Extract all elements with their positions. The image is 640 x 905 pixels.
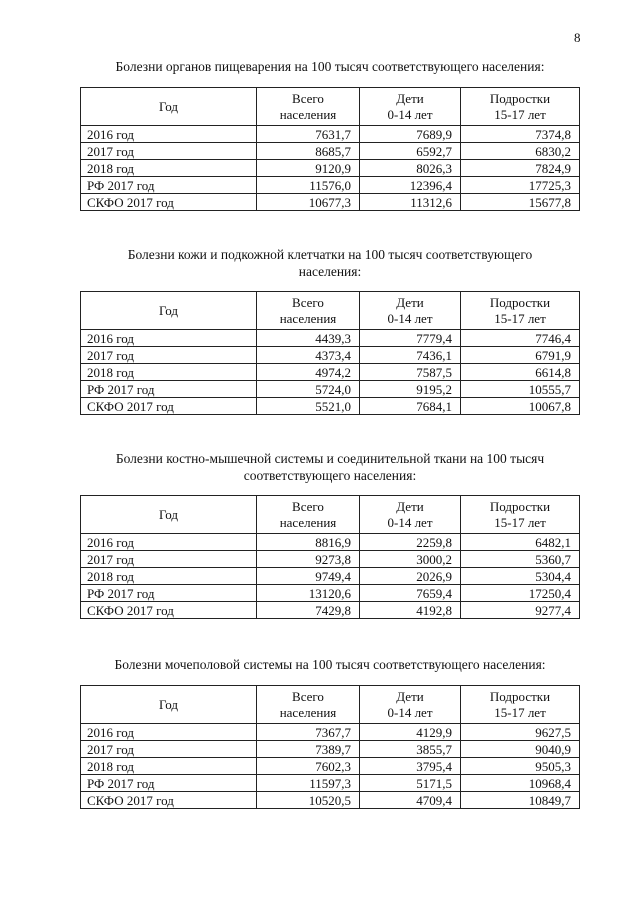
table-row — [81, 330, 580, 347]
table-row — [81, 381, 580, 398]
table-row — [81, 775, 580, 792]
cell-total: 8685,7 — [257, 143, 360, 160]
cell-children: 7684,1 — [360, 398, 461, 415]
cell-teens: 6614,8 — [461, 364, 580, 381]
cell-teens: 6791,9 — [461, 347, 580, 364]
cell-year: 2018 год — [81, 364, 257, 381]
cell-children: 5171,5 — [360, 775, 461, 792]
cell-total: 11597,3 — [257, 775, 360, 792]
table-title-line: населения: — [298, 264, 362, 279]
cell-year: 2016 год — [81, 330, 257, 347]
table-row — [81, 741, 580, 758]
header-year: Год — [81, 88, 257, 126]
table-row — [81, 602, 580, 619]
section-digestive — [80, 58, 580, 211]
table-row — [81, 364, 580, 381]
cell-children: 7587,5 — [360, 364, 461, 381]
header-total-population: Всего населения — [257, 496, 360, 534]
cell-year: РФ 2017 год — [81, 775, 257, 792]
cell-children: 7659,4 — [360, 585, 461, 602]
cell-total: 7602,3 — [257, 758, 360, 775]
cell-children: 3795,4 — [360, 758, 461, 775]
cell-total: 4373,4 — [257, 347, 360, 364]
table-row — [81, 194, 580, 211]
table-row — [81, 143, 580, 160]
cell-children: 4709,4 — [360, 792, 461, 809]
header-teens: Подростки 15-17 лет — [461, 88, 580, 126]
header-year: Год — [81, 292, 257, 330]
cell-year: 2018 год — [81, 568, 257, 585]
table-row — [81, 126, 580, 143]
cell-year: 2016 год — [81, 724, 257, 741]
cell-total: 13120,6 — [257, 585, 360, 602]
cell-teens: 10968,4 — [461, 775, 580, 792]
cell-children: 6592,7 — [360, 143, 461, 160]
cell-teens: 7746,4 — [461, 330, 580, 347]
table-title — [70, 58, 590, 75]
cell-children: 7436,1 — [360, 347, 461, 364]
cell-children: 7689,9 — [360, 126, 461, 143]
table-row — [81, 534, 580, 551]
table-row — [81, 724, 580, 741]
header-teens: Подростки 15-17 лет — [461, 496, 580, 534]
cell-teens: 5304,4 — [461, 568, 580, 585]
cell-children: 2259,8 — [360, 534, 461, 551]
table-row — [81, 568, 580, 585]
cell-year: 2016 год — [81, 534, 257, 551]
table-row — [81, 347, 580, 364]
cell-year: 2017 год — [81, 143, 257, 160]
cell-children: 9195,2 — [360, 381, 461, 398]
cell-total: 8816,9 — [257, 534, 360, 551]
cell-teens: 9040,9 — [461, 741, 580, 758]
cell-children: 4192,8 — [360, 602, 461, 619]
cell-teens: 9277,4 — [461, 602, 580, 619]
header-total-population: Всего населения — [257, 686, 360, 724]
cell-children: 8026,3 — [360, 160, 461, 177]
cell-year: СКФО 2017 год — [81, 398, 257, 415]
header-teens: Подростки 15-17 лет — [461, 686, 580, 724]
cell-total: 10677,3 — [257, 194, 360, 211]
header-row — [81, 686, 580, 724]
cell-teens: 7374,8 — [461, 126, 580, 143]
table-title-line: Болезни костно-мышечной системы и соединительной ткани на 100 тысяч — [115, 451, 545, 466]
header-row — [81, 496, 580, 534]
table-title-line: Болезни органов пищеварения на 100 тысяч соответствующего населения: — [115, 59, 545, 74]
cell-year: 2016 год — [81, 126, 257, 143]
table-title-line: Болезни мочеполовой системы на 100 тысяч соответствующего населения: — [114, 657, 546, 672]
cell-total: 5521,0 — [257, 398, 360, 415]
cell-teens: 10067,8 — [461, 398, 580, 415]
cell-year: 2018 год — [81, 160, 257, 177]
cell-teens: 15677,8 — [461, 194, 580, 211]
header-row — [81, 292, 580, 330]
cell-total: 7389,7 — [257, 741, 360, 758]
cell-teens: 7824,9 — [461, 160, 580, 177]
cell-teens: 6830,2 — [461, 143, 580, 160]
cell-year: 2017 год — [81, 741, 257, 758]
cell-teens: 6482,1 — [461, 534, 580, 551]
cell-children: 3000,2 — [360, 551, 461, 568]
cell-teens: 17250,4 — [461, 585, 580, 602]
header-children: Дети 0-14 лет — [360, 496, 461, 534]
cell-teens: 17725,3 — [461, 177, 580, 194]
header-year: Год — [81, 496, 257, 534]
cell-year: 2018 год — [81, 758, 257, 775]
data-table — [80, 495, 580, 619]
cell-total: 9749,4 — [257, 568, 360, 585]
header-row — [81, 88, 580, 126]
cell-total: 4974,2 — [257, 364, 360, 381]
cell-children: 4129,9 — [360, 724, 461, 741]
table-title — [70, 656, 590, 673]
cell-total: 9120,9 — [257, 160, 360, 177]
cell-total: 7631,7 — [257, 126, 360, 143]
table-row — [81, 551, 580, 568]
cell-total: 11576,0 — [257, 177, 360, 194]
data-table — [80, 291, 580, 415]
cell-year: СКФО 2017 год — [81, 194, 257, 211]
header-teens: Подростки 15-17 лет — [461, 292, 580, 330]
table-row — [81, 177, 580, 194]
table-title-line: Болезни кожи и подкожной клетчатки на 100 тысяч соответствующего — [127, 247, 533, 262]
table-title — [70, 450, 590, 484]
section-musculoskeletal — [80, 450, 580, 619]
cell-teens: 5360,7 — [461, 551, 580, 568]
header-total-population: Всего населения — [257, 292, 360, 330]
cell-total: 10520,5 — [257, 792, 360, 809]
table-row — [81, 758, 580, 775]
cell-year: СКФО 2017 год — [81, 602, 257, 619]
cell-total: 4439,3 — [257, 330, 360, 347]
cell-total: 7367,7 — [257, 724, 360, 741]
page-number: 8 — [574, 30, 581, 45]
cell-year: 2017 год — [81, 551, 257, 568]
cell-total: 9273,8 — [257, 551, 360, 568]
table-title-line: соответствующего населения: — [243, 468, 417, 483]
table-row — [81, 160, 580, 177]
header-children: Дети 0-14 лет — [360, 88, 461, 126]
cell-year: СКФО 2017 год — [81, 792, 257, 809]
cell-children: 7779,4 — [360, 330, 461, 347]
table-row — [81, 792, 580, 809]
cell-total: 7429,8 — [257, 602, 360, 619]
header-children: Дети 0-14 лет — [360, 292, 461, 330]
cell-children: 12396,4 — [360, 177, 461, 194]
cell-teens: 10555,7 — [461, 381, 580, 398]
cell-children: 2026,9 — [360, 568, 461, 585]
cell-year: 2017 год — [81, 347, 257, 364]
cell-teens: 9627,5 — [461, 724, 580, 741]
table-row — [81, 585, 580, 602]
header-total-population: Всего населения — [257, 88, 360, 126]
data-table — [80, 87, 580, 211]
table-title — [70, 246, 590, 280]
cell-year: РФ 2017 год — [81, 381, 257, 398]
section-genitourinary — [80, 656, 580, 809]
cell-teens: 9505,3 — [461, 758, 580, 775]
cell-total: 5724,0 — [257, 381, 360, 398]
header-year: Год — [81, 686, 257, 724]
cell-teens: 10849,7 — [461, 792, 580, 809]
cell-children: 11312,6 — [360, 194, 461, 211]
section-skin — [80, 246, 580, 415]
cell-year: РФ 2017 год — [81, 177, 257, 194]
cell-children: 3855,7 — [360, 741, 461, 758]
table-row — [81, 398, 580, 415]
cell-year: РФ 2017 год — [81, 585, 257, 602]
data-table — [80, 685, 580, 809]
header-children: Дети 0-14 лет — [360, 686, 461, 724]
